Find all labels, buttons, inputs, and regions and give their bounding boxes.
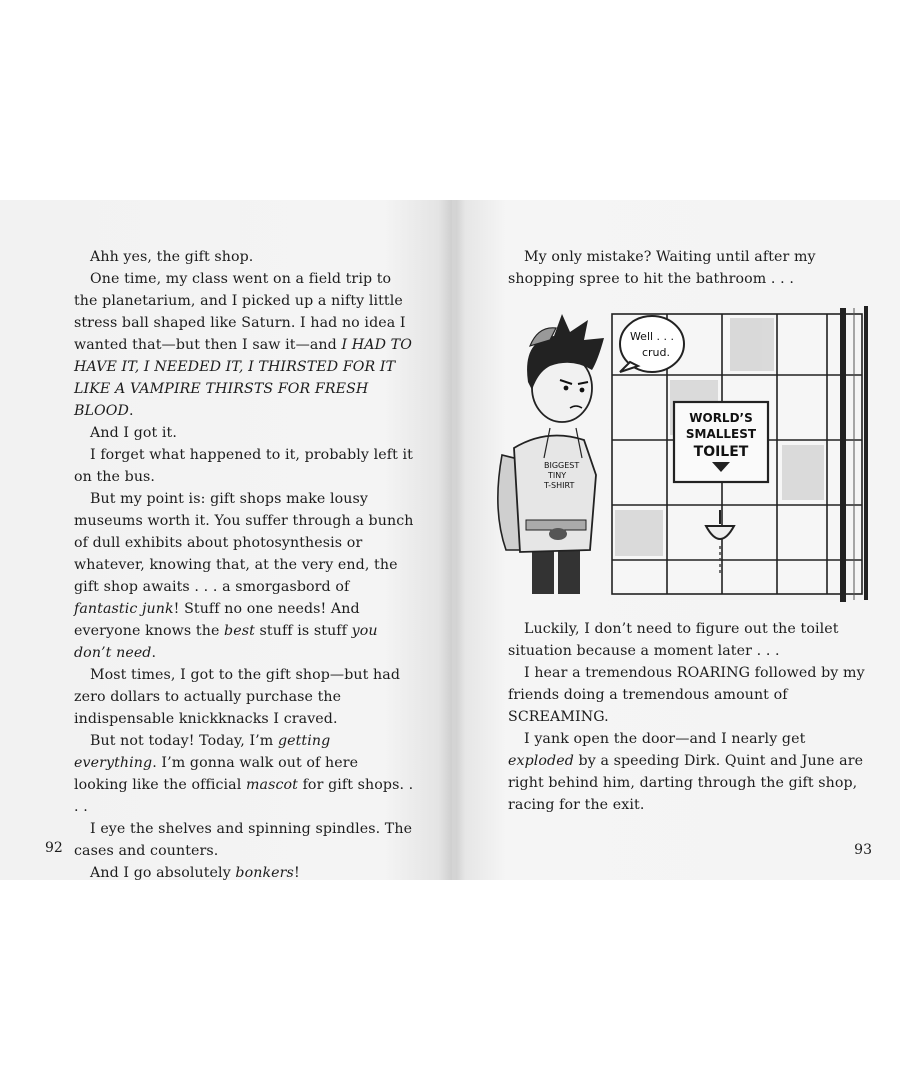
text-span: I forget what happened to it, probably left it on the bus. xyxy=(74,447,413,485)
paragraph xyxy=(74,246,414,268)
text-span: . I’m gonna walk out of here looking like the official xyxy=(74,755,359,793)
text-span: But not today! Today, I’m xyxy=(90,733,278,749)
shirt-line: T-SHIRT xyxy=(544,481,575,490)
emphasis-text: mascot xyxy=(245,777,298,793)
paragraph xyxy=(74,488,414,664)
sign-line: SMALLEST xyxy=(685,427,757,441)
paragraph xyxy=(508,662,868,728)
shirt-line: BIGGEST xyxy=(544,461,580,470)
comic-illustration xyxy=(492,300,882,602)
paragraph xyxy=(74,730,414,818)
book-spread xyxy=(0,200,900,880)
text-span: And I go absolutely xyxy=(90,865,236,881)
text-span: ! xyxy=(293,865,300,881)
paragraph-intro: My only mistake? Waiting until after my shopping spree to hit the bathroom . . . xyxy=(508,249,816,287)
bubble-line: crud. xyxy=(641,346,671,359)
paragraph xyxy=(508,618,868,662)
emphasis-text: getting everything xyxy=(74,733,331,771)
emphasis-text: exploded xyxy=(508,753,574,769)
emphasis-text: bonkers xyxy=(235,865,294,881)
bubble-line: Well . . . xyxy=(629,330,675,343)
gutter-shadow xyxy=(452,200,456,880)
door-frame xyxy=(840,306,868,602)
emphasis-text: I HAD TO HAVE IT, I NEEDED IT, I THIRSTED FOR IT LIKE A VAMPIRE THIRSTS FOR FRESH BLOOD xyxy=(74,337,412,419)
shirt-line: TINY xyxy=(548,471,567,480)
text-span: Luckily, I don’t need to figure out the toilet situation because a moment later . . . xyxy=(508,621,839,659)
sign-line: TOILET xyxy=(693,444,749,460)
paragraph xyxy=(74,818,414,862)
text-span: Most times, I got to the gift shop—but had zero dollars to actually purchase the indispensable knickknacks I craved. xyxy=(74,667,401,727)
text-span: But my point is: gift shops make lousy museums worth it. You suffer through a bunch of dull exhibits about photosynthesis or whatever, knowing that, at the very end, the gift shop awaits . . . a smorgasbord of xyxy=(74,491,414,595)
paragraph xyxy=(74,422,414,444)
emphasis-text: fantastic junk xyxy=(74,601,174,617)
text-span: And I got it. xyxy=(90,425,177,441)
text-span: stuff is stuff xyxy=(254,623,352,639)
page-number: 93 xyxy=(854,842,872,858)
text-span: I yank open the door—and I nearly get xyxy=(524,731,806,747)
text-span: for gift shops. . . . xyxy=(74,777,414,815)
text-span: . xyxy=(151,645,157,661)
paragraph xyxy=(74,268,414,422)
text-span: One time, my class went on a field trip to the planetarium, and I picked up a nifty little stress ball shaped like Saturn. I had no idea I wanted that—but then I saw it—and xyxy=(74,271,406,353)
emphasis-text: you don’t need xyxy=(74,623,378,661)
paragraph xyxy=(508,728,868,816)
page-number: 92 xyxy=(45,840,63,856)
text-span: I eye the shelves and spinning spindles. The cases and counters. xyxy=(74,821,413,859)
text-span: Ahh yes, the gift shop. xyxy=(90,249,254,265)
emphasis-text: best xyxy=(224,623,255,639)
paragraph xyxy=(74,444,414,488)
text-span: I hear a tremendous ROARING followed by my friends doing a tremendous amount of SCREAMING. xyxy=(508,665,865,725)
sign-line: WORLD’S xyxy=(689,411,753,425)
text-span: ! Stuff no one needs! And everyone knows the xyxy=(74,601,360,639)
boy-character xyxy=(498,314,604,594)
paragraph xyxy=(74,862,414,884)
paragraph xyxy=(74,664,414,730)
text-span: by a speeding Dirk. Quint and June are right behind him, darting through the gift shop, racing for the exit. xyxy=(508,753,864,813)
text-span: . xyxy=(129,403,134,419)
right-page xyxy=(452,200,900,880)
toilet-sign xyxy=(674,402,768,482)
speech-bubble xyxy=(620,316,684,372)
left-page xyxy=(0,200,452,880)
